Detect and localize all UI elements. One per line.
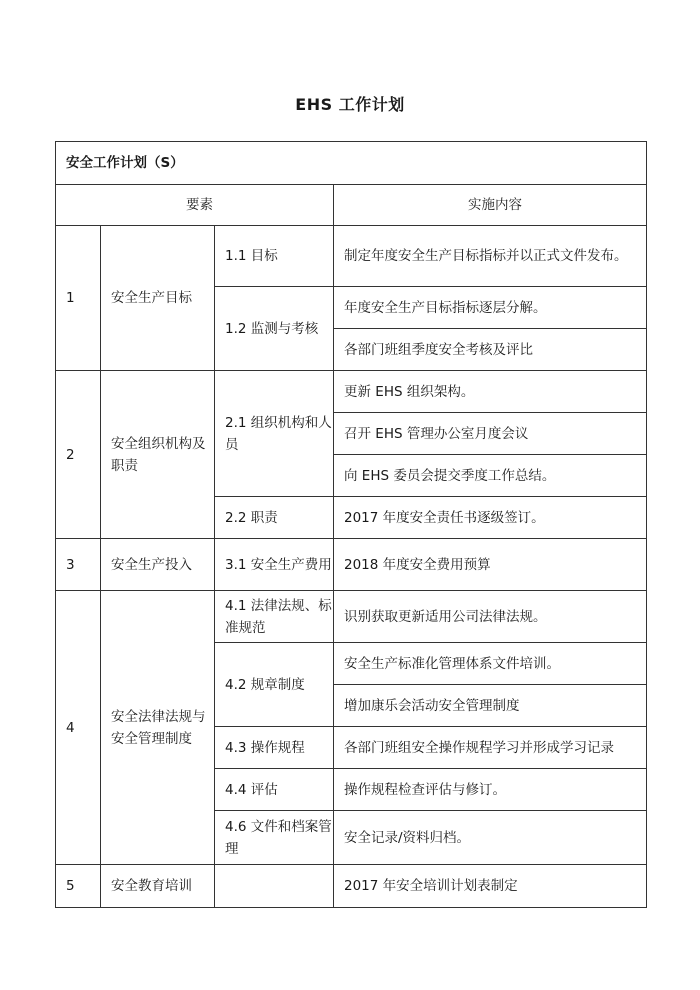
row-number: 3: [56, 539, 101, 591]
row-number: 5: [56, 865, 101, 908]
section-title: 安全工作计划（S）: [56, 142, 647, 185]
sub-element: [215, 865, 334, 908]
row-number: 4: [56, 591, 101, 865]
sub-element: 4.3 操作规程: [215, 727, 334, 769]
implementation-content: 年度安全生产目标指标逐层分解。: [334, 287, 647, 329]
sub-element: 1.2 监测与考核: [215, 287, 334, 371]
sub-element: 2.1 组织机构和人员: [215, 371, 334, 497]
row-category: 安全生产投入: [101, 539, 215, 591]
row-category: 安全组织机构及职责: [101, 371, 215, 539]
ehs-plan-table: [55, 141, 647, 908]
sub-element: 4.4 评估: [215, 769, 334, 811]
table-row: [56, 371, 647, 413]
implementation-content: 操作规程检查评估与修订。: [334, 769, 647, 811]
header-row: [56, 185, 647, 226]
row-category: 安全生产目标: [101, 226, 215, 371]
header-elements: 要素: [56, 185, 334, 226]
implementation-content: 2017 年安全培训计划表制定: [334, 865, 647, 908]
table-row: [56, 226, 647, 287]
implementation-content: 安全生产标准化管理体系文件培训。: [334, 643, 647, 685]
document-title: EHS 工作计划: [295, 95, 405, 114]
sub-element: 4.2 规章制度: [215, 643, 334, 727]
implementation-content: 向 EHS 委员会提交季度工作总结。: [334, 455, 647, 497]
row-category: 安全教育培训: [101, 865, 215, 908]
table-row: [56, 539, 647, 591]
row-number: 2: [56, 371, 101, 539]
sub-element: 1.1 目标: [215, 226, 334, 287]
sub-element: 4.1 法律法规、标准规范: [215, 591, 334, 643]
section-row: [56, 142, 647, 185]
implementation-content: 2017 年度安全责任书逐级签订。: [334, 497, 647, 539]
plan-table-body: [56, 142, 647, 908]
table-row: [56, 591, 647, 643]
implementation-content: 各部门班组安全操作规程学习并形成学习记录: [334, 727, 647, 769]
implementation-content: 识别获取更新适用公司法律法规。: [334, 591, 647, 643]
row-category: 安全法律法规与安全管理制度: [101, 591, 215, 865]
implementation-content: 安全记录/资料归档。: [334, 811, 647, 865]
row-number: 1: [56, 226, 101, 371]
table-row: [56, 865, 647, 908]
header-content: 实施内容: [334, 185, 647, 226]
sub-element: 3.1 安全生产费用: [215, 539, 334, 591]
implementation-content: 更新 EHS 组织架构。: [334, 371, 647, 413]
implementation-content: 各部门班组季度安全考核及评比: [334, 329, 647, 371]
sub-element: 2.2 职责: [215, 497, 334, 539]
implementation-content: 召开 EHS 管理办公室月度会议: [334, 413, 647, 455]
implementation-content: 2018 年度安全费用预算: [334, 539, 647, 591]
implementation-content: 制定年度安全生产目标指标并以正式文件发布。: [334, 226, 647, 287]
sub-element: 4.6 文件和档案管理: [215, 811, 334, 865]
implementation-content: 增加康乐会活动安全管理制度: [334, 685, 647, 727]
